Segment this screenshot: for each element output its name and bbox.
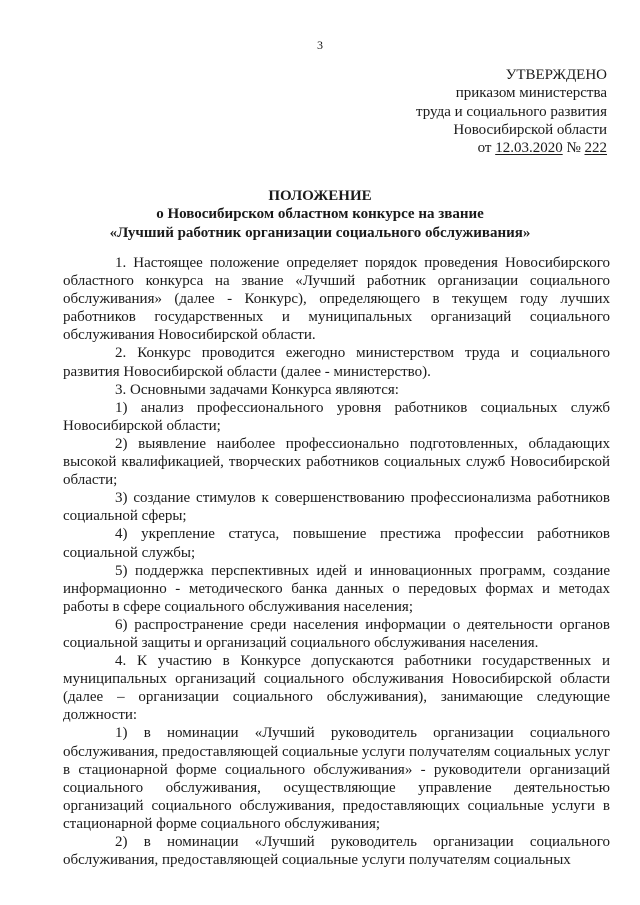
paragraph-2: 2. Конкурс проводится ежегодно министерством труда и социального развития Новосибирской области (далее - министерство). (63, 345, 610, 380)
number-sign: № (566, 140, 581, 157)
task-2: 2) выявление наиболее профессионально подготовленных, обладающих высокой квалификацией, творческих работников социальных служб Новосибирской области; (63, 435, 610, 489)
approval-date-line (416, 139, 607, 157)
task-6: 6) распространение среди населения информации о деятельности органов социальной защиты и организаций социального обслуживания населения. (63, 616, 610, 651)
approval-number: 222 (584, 140, 607, 157)
approval-line-2: труда и социального развития (416, 103, 607, 120)
approval-date: 12.03.2020 (495, 140, 563, 157)
paragraph-3: 3. Основными задачами Конкурса являются: (115, 381, 399, 398)
page-number: 3 (317, 38, 323, 52)
heading-title: ПОЛОЖЕНИЕ (268, 188, 372, 204)
approval-title: УТВЕРЖДЕНО (505, 67, 607, 83)
task-3: 3) создание стимулов к совершенствованию профессионализма работников социальной сферы; (63, 490, 610, 525)
task-5: 5) поддержка перспективных идей и инновационных программ, создание информационно - методического банка данных о передовых формах и методах работы в сфере социального обслуживания населения; (63, 562, 610, 615)
approval-line-1: приказом министерства (455, 85, 607, 102)
document-body (63, 254, 610, 869)
paragraph-1: 1. Настоящее положение определяет порядок проведения Новосибирского областного конкурса на звание «Лучший работник организации социального обслуживания» (далее - Конкурс), определяющего в текущем году лучших работников государственных и муниципальных организаций социального обслуживания Новосибирской области. (63, 255, 610, 344)
nomination-2: 2) в номинации «Лучший руководитель организации социального обслуживания, предоставляющей социальные услуги получателям социальных (63, 834, 610, 869)
heading-contest-name: «Лучший работник организации социального обслуживания» (109, 224, 531, 241)
document-heading (60, 187, 580, 242)
approval-stamp (416, 66, 607, 157)
heading-subtitle: о Новосибирском областном конкурсе на звание (156, 206, 484, 223)
paragraph-4: 4. К участию в Конкурсе допускаются работники государственных и муниципальных организаций социального обслуживания Новосибирской области (далее – организации социального обслуживания), занимающие следующие должности: (63, 653, 610, 724)
approval-line-3: Новосибирской области (453, 121, 607, 138)
task-1: 1) анализ профессионального уровня работников социальных служб Новосибирской области; (63, 399, 610, 434)
date-prefix: от (477, 140, 492, 157)
task-4: 4) укрепление статуса, повышение престижа профессии работников социальной службы; (63, 526, 610, 561)
nomination-1: 1) в номинации «Лучший руководитель организации социального обслуживания, предоставляющей социальные услуги получателям социальных услуг в стационарной форме социального обслуживания» - руководители организаций социального обслуживания, осуществляющие управление деятельностью организаций социального обслуживания, предоставляющих социальные услуги в стационарной форме социального обслуживания; (63, 725, 610, 832)
